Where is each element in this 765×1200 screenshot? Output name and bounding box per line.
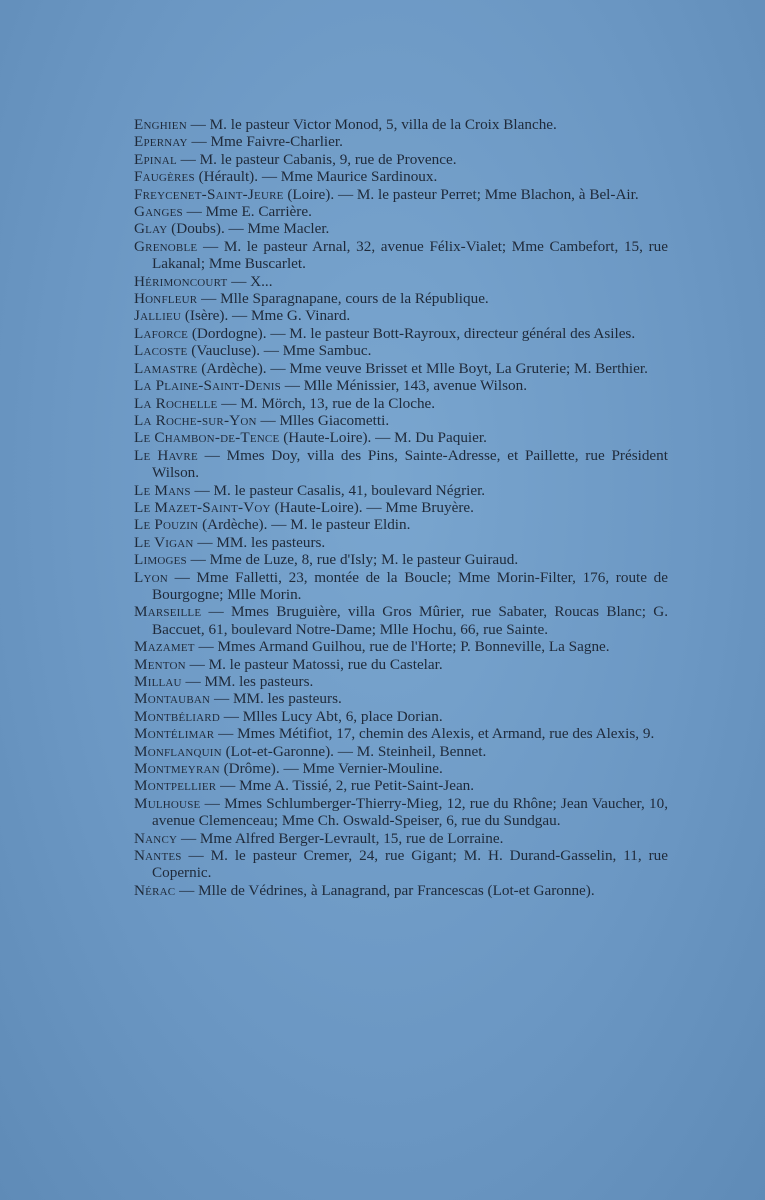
list-item xyxy=(134,220,668,237)
entry-detail: (Drôme). — Mme Vernier-Mouline. xyxy=(219,760,443,778)
entry-place: Honfleur xyxy=(134,290,198,308)
entry-place: Nancy xyxy=(134,829,178,847)
entry-place: Montmeyran xyxy=(134,760,220,778)
entry-place: Ganges xyxy=(134,203,183,221)
list-item xyxy=(134,377,668,394)
entry-place: Le Chambon-de-Tence xyxy=(134,429,280,447)
entry-place: Epinal xyxy=(134,150,177,168)
list-item xyxy=(134,342,668,359)
entry-detail: (Loire). — M. le pasteur Perret; Mme Blachon, à Bel-Air. xyxy=(283,185,639,203)
list-item xyxy=(134,360,668,377)
list-item xyxy=(134,673,668,690)
entry-place: Grenoble xyxy=(134,237,198,255)
entry-detail: (Haute-Loire). — Mme Bruyère. xyxy=(270,498,474,516)
list-item xyxy=(134,307,668,324)
list-item xyxy=(134,708,668,725)
entry-place: Nérac xyxy=(134,881,176,899)
entry-place: Enghien xyxy=(134,116,187,133)
entry-detail: — M. le pasteur Cabanis, 9, rue de Provence. xyxy=(176,150,457,168)
list-item xyxy=(134,447,668,482)
list-item xyxy=(134,795,668,830)
list-item xyxy=(134,499,668,516)
entry-detail: (Ardèche). — Mme veuve Brisset et Mlle Boyt, La Gruterie; M. Berthier. xyxy=(197,359,648,377)
address-list xyxy=(134,116,668,899)
entry-detail: — Mme Alfred Berger-Levrault, 15, rue de Lorraine. xyxy=(177,829,504,847)
list-item xyxy=(134,516,668,533)
entry-place: Menton xyxy=(134,655,186,673)
entry-place: Mazamet xyxy=(134,638,195,656)
entry-place: Le Vigan xyxy=(134,533,194,551)
entry-detail: — M. le pasteur Casalis, 41, boulevard Négrier. xyxy=(190,481,486,499)
entry-detail: (Dordogne). — M. le pasteur Bott-Rayroux, directeur général des Asiles. xyxy=(188,324,636,342)
entry-detail: — M. le pasteur Matossi, rue du Castelar. xyxy=(185,655,443,673)
entry-place: Monflanquin xyxy=(134,742,222,760)
entry-detail: (Lot-et-Garonne). — M. Steinheil, Bennet. xyxy=(221,742,487,760)
entry-detail: — MM. les pasteurs. xyxy=(210,690,342,708)
list-item xyxy=(134,168,668,185)
entry-place: Laforce xyxy=(134,324,189,342)
entry-place: Le Mazet-Saint-Voy xyxy=(134,498,271,516)
entry-detail: — Mme de Luze, 8, rue d'Isly; M. le pasteur Guiraud. xyxy=(186,551,519,569)
entry-place: Le Mans xyxy=(134,481,191,499)
list-item xyxy=(134,238,668,273)
entry-place: La Roche-sur-Yon xyxy=(134,411,257,429)
entry-place: Faugères xyxy=(134,168,195,186)
entry-place: Lamastre xyxy=(134,359,198,377)
entry-detail: — Mme Faivre-Charlier. xyxy=(187,133,343,151)
entry-detail: — MM. les pasteurs. xyxy=(193,533,326,551)
list-item xyxy=(134,760,668,777)
list-item xyxy=(134,186,668,203)
list-item xyxy=(134,203,668,220)
entry-detail: — Mlle de Védrines, à Lanagrand, par Francescas (Lot-et Garonne). xyxy=(175,881,595,899)
entry-detail: — Mmes Schlumberger-Thierry-Mieg, 12, rue du Rhône; Jean Vaucher, 10, avenue Clemenceau; Mme Ch. Oswald-Speiser, 6, rue du Sundgau. xyxy=(152,794,668,830)
list-item xyxy=(134,325,668,342)
entry-detail: — Mme A. Tissié, 2, rue Petit-Saint-Jean. xyxy=(216,777,475,795)
entry-detail: (Doubs). — Mme Macler. xyxy=(167,220,330,238)
list-item xyxy=(134,534,668,551)
list-item xyxy=(134,482,668,499)
list-item xyxy=(134,638,668,655)
list-item xyxy=(134,777,668,794)
list-item xyxy=(134,290,668,307)
entry-detail: — X... xyxy=(227,272,273,290)
entry-detail: — Mlle Sparagnapane, cours de la République. xyxy=(197,290,489,308)
entry-place: Montbéliard xyxy=(134,707,220,725)
list-item xyxy=(134,569,668,604)
entry-place: Freycenet-Saint-Jeure xyxy=(134,185,284,203)
list-item xyxy=(134,133,668,150)
entry-place: Jallieu xyxy=(134,307,182,325)
entry-place: Montpellier xyxy=(134,777,217,795)
list-item xyxy=(134,151,668,168)
entry-detail: — M. le pasteur Arnal, 32, avenue Félix-Vialet; Mme Cambefort, 15, rue Lakanal; Mme Buscarlet. xyxy=(152,237,668,273)
entry-place: Mulhouse xyxy=(134,794,201,812)
entry-detail: — M. Mörch, 13, rue de la Cloche. xyxy=(217,394,436,412)
entry-detail: — Mmes Doy, villa des Pins, Sainte-Adresse, et Paillette, rue Président Wilson. xyxy=(152,446,668,482)
list-item xyxy=(134,551,668,568)
list-item xyxy=(134,847,668,882)
entry-detail: — Mmes Bruguière, villa Gros Mûrier, rue Sabater, Roucas Blanc; G. Baccuet, 61, boulevard Notre-Dame; Mlle Hochu, 66, rue Sainte. xyxy=(152,603,668,638)
list-item xyxy=(134,830,668,847)
entry-detail: (Vaucluse). — Mme Sambuc. xyxy=(187,342,372,360)
entry-place: Montélimar xyxy=(134,725,215,743)
entry-place: Montauban xyxy=(134,690,211,708)
list-item xyxy=(134,412,668,429)
entry-detail: — M. le pasteur Cremer, 24, rue Gigant; M. H. Durand-Gasselin, 11, rue Copernic. xyxy=(152,847,668,882)
entry-detail: — Mme E. Carrière. xyxy=(182,203,312,221)
entry-detail: — Mlle Ménissier, 143, avenue Wilson. xyxy=(280,377,528,395)
entry-detail: — M. le pasteur Victor Monod, 5, villa de la Croix Blanche. xyxy=(186,116,557,133)
entry-detail: (Haute-Loire). — M. Du Paquier. xyxy=(279,429,487,447)
entry-detail: — Mmes Armand Guilhou, rue de l'Horte; P. Bonneville, La Sagne. xyxy=(194,638,610,656)
list-item xyxy=(134,690,668,707)
entry-detail: — Mlles Lucy Abt, 6, place Dorian. xyxy=(219,707,443,725)
entry-detail: — Mme Falletti, 23, montée de la Boucle; Mme Morin-Filter, 176, route de Bourgogne; Mlle Morin. xyxy=(152,568,668,603)
list-item xyxy=(134,725,668,742)
entry-place: Marseille xyxy=(134,603,202,621)
entry-place: Epernay xyxy=(134,133,188,151)
entry-place: Limoges xyxy=(134,551,187,569)
entry-detail: — MM. les pasteurs. xyxy=(181,673,314,690)
entry-detail: (Hérault). — Mme Maurice Sardinoux. xyxy=(194,168,438,186)
entry-place: Lyon xyxy=(134,568,168,586)
list-item xyxy=(134,743,668,760)
entry-place: Le Pouzin xyxy=(134,516,199,534)
list-item xyxy=(134,656,668,673)
entry-place: Glay xyxy=(134,220,168,238)
entry-place: La Rochelle xyxy=(134,394,218,412)
list-item xyxy=(134,395,668,412)
entry-place: Le Havre xyxy=(134,446,198,464)
entry-place: Millau xyxy=(134,673,182,690)
entry-detail: — Mmes Métifiot, 17, chemin des Alexis, et Armand, rue des Alexis, 9. xyxy=(214,725,655,743)
entry-place: Lacoste xyxy=(134,342,188,360)
entry-detail: (Ardèche). — M. le pasteur Eldin. xyxy=(198,516,411,534)
entry-place: Nantes xyxy=(134,847,182,865)
entry-place: La Plaine-Saint-Denis xyxy=(134,377,281,395)
list-item xyxy=(134,116,668,133)
list-item xyxy=(134,603,668,638)
list-item xyxy=(134,882,668,899)
list-item xyxy=(134,273,668,290)
entry-detail: — Mlles Giacometti. xyxy=(256,411,390,429)
list-item xyxy=(134,429,668,446)
entry-detail: (Isère). — Mme G. Vinard. xyxy=(181,307,351,325)
entry-place: Hérimoncourt xyxy=(134,272,228,290)
